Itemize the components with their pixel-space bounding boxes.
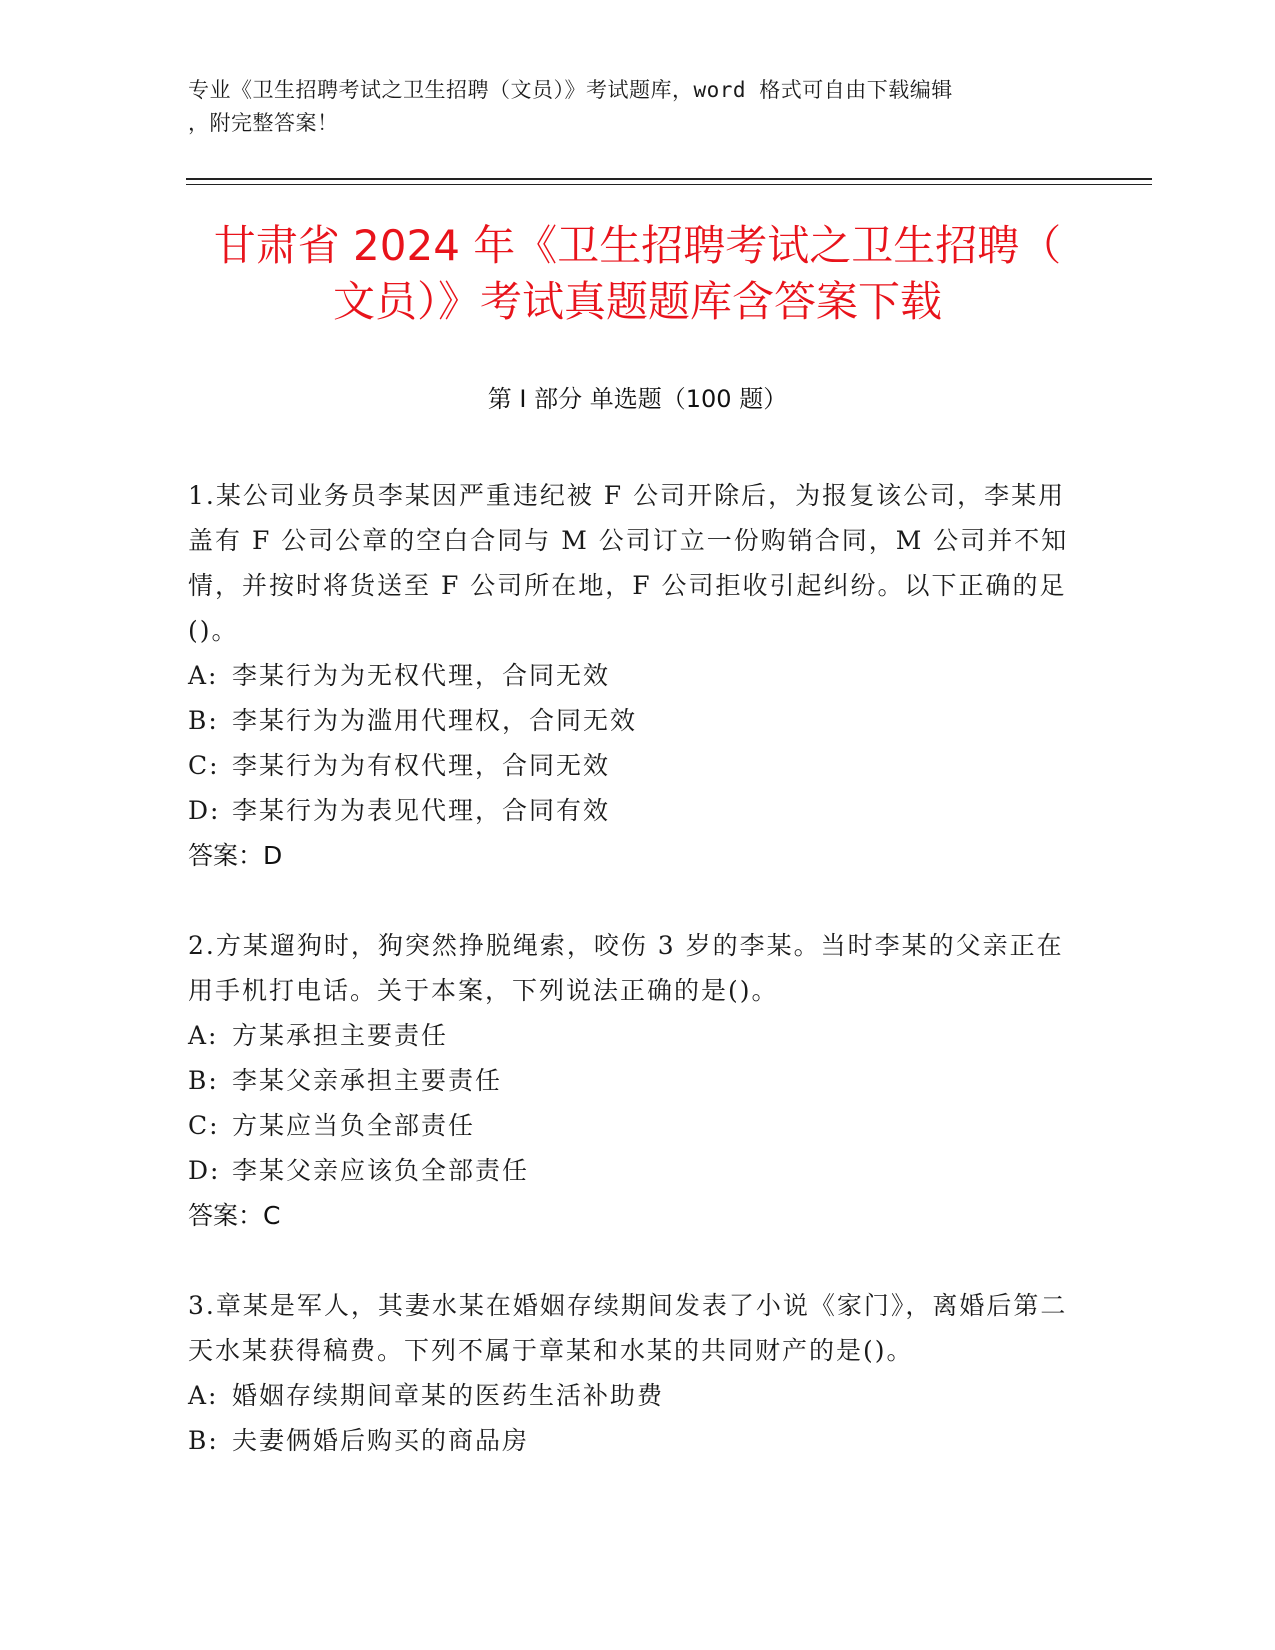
question-stem: 2.方某遛狗时，狗突然挣脱绳索，咬伤 3 岁的李某。当时李某的父亲正在用手机打电话。关于本案，下列说法正确的是()。 — [188, 931, 1064, 1005]
option-c — [188, 743, 1078, 788]
option-c — [188, 1103, 1078, 1148]
header-divider-thin — [186, 184, 1152, 185]
option-text: 李某父亲应该负全部责任 — [232, 1156, 530, 1185]
header-note-line2: ，附完整答案！ — [188, 111, 339, 135]
option-letter: C: — [188, 1111, 220, 1140]
option-b — [188, 1058, 1078, 1103]
option-letter: B: — [188, 1066, 219, 1095]
document-title-line2: 文员）》考试真题题库含答案下载 — [332, 277, 942, 326]
option-letter: D: — [188, 1156, 221, 1185]
option-d — [188, 788, 1078, 833]
option-text: 婚姻存续期间章某的医药生活补助费 — [232, 1381, 665, 1410]
document-title-line1: 甘肃省 2024 年《卫生招聘考试之卫生招聘（ — [213, 221, 1062, 270]
question-3 — [188, 1283, 1078, 1463]
option-text: 李某行为为有权代理，合同无效 — [232, 751, 611, 780]
option-b — [188, 698, 1078, 743]
option-letter: B: — [188, 706, 219, 735]
question-1 — [188, 473, 1078, 878]
option-text: 李某行为为无权代理，合同无效 — [232, 661, 611, 690]
option-text: 夫妻俩婚后购买的商品房 — [232, 1426, 530, 1455]
option-text: 李某父亲承担主要责任 — [232, 1066, 503, 1095]
document-title — [150, 218, 1125, 330]
option-letter: B: — [188, 1426, 219, 1455]
header-divider-thick — [186, 178, 1152, 180]
option-a — [188, 653, 1078, 698]
header-note — [188, 74, 1068, 140]
answer-line: 答案：D — [188, 841, 283, 870]
option-text: 方某承担主要责任 — [232, 1021, 449, 1050]
option-letter: D: — [188, 796, 221, 825]
section-title: 第 I 部分 单选题（100 题） — [487, 385, 788, 413]
header-note-line1: 专业《卫生招聘考试之卫生招聘（文员）》考试题库，word 格式可自由下载编辑 — [188, 78, 953, 102]
question-stem: 3.章某是军人，其妻水某在婚姻存续期间发表了小说《家门》，离婚后第二天水某获得稿费。下列不属于章某和水某的共同财产的是()。 — [188, 1291, 1068, 1365]
question-stem: 1.某公司业务员李某因严重违纪被 F 公司开除后，为报复该公司，李某用盖有 F 公司公章的空白合同与 M 公司订立一份购销合同，M 公司并不知情，并按时将货送至 F 公司所在地，F 公司拒收引起纠纷。以下正确的足()。 — [188, 481, 1069, 645]
option-text: 方某应当负全部责任 — [232, 1111, 476, 1140]
option-letter: A: — [188, 661, 219, 690]
option-text: 李某行为为表见代理，合同有效 — [232, 796, 611, 825]
answer-line: 答案：C — [188, 1201, 281, 1230]
option-letter: A: — [188, 1021, 219, 1050]
option-letter: C: — [188, 751, 220, 780]
question-2 — [188, 923, 1078, 1238]
option-text: 李某行为为滥用代理权，合同无效 — [232, 706, 638, 735]
option-d — [188, 1148, 1078, 1193]
option-b — [188, 1418, 1078, 1463]
option-letter: A: — [188, 1381, 219, 1410]
option-a — [188, 1013, 1078, 1058]
question-list — [188, 473, 1078, 1508]
option-a — [188, 1373, 1078, 1418]
